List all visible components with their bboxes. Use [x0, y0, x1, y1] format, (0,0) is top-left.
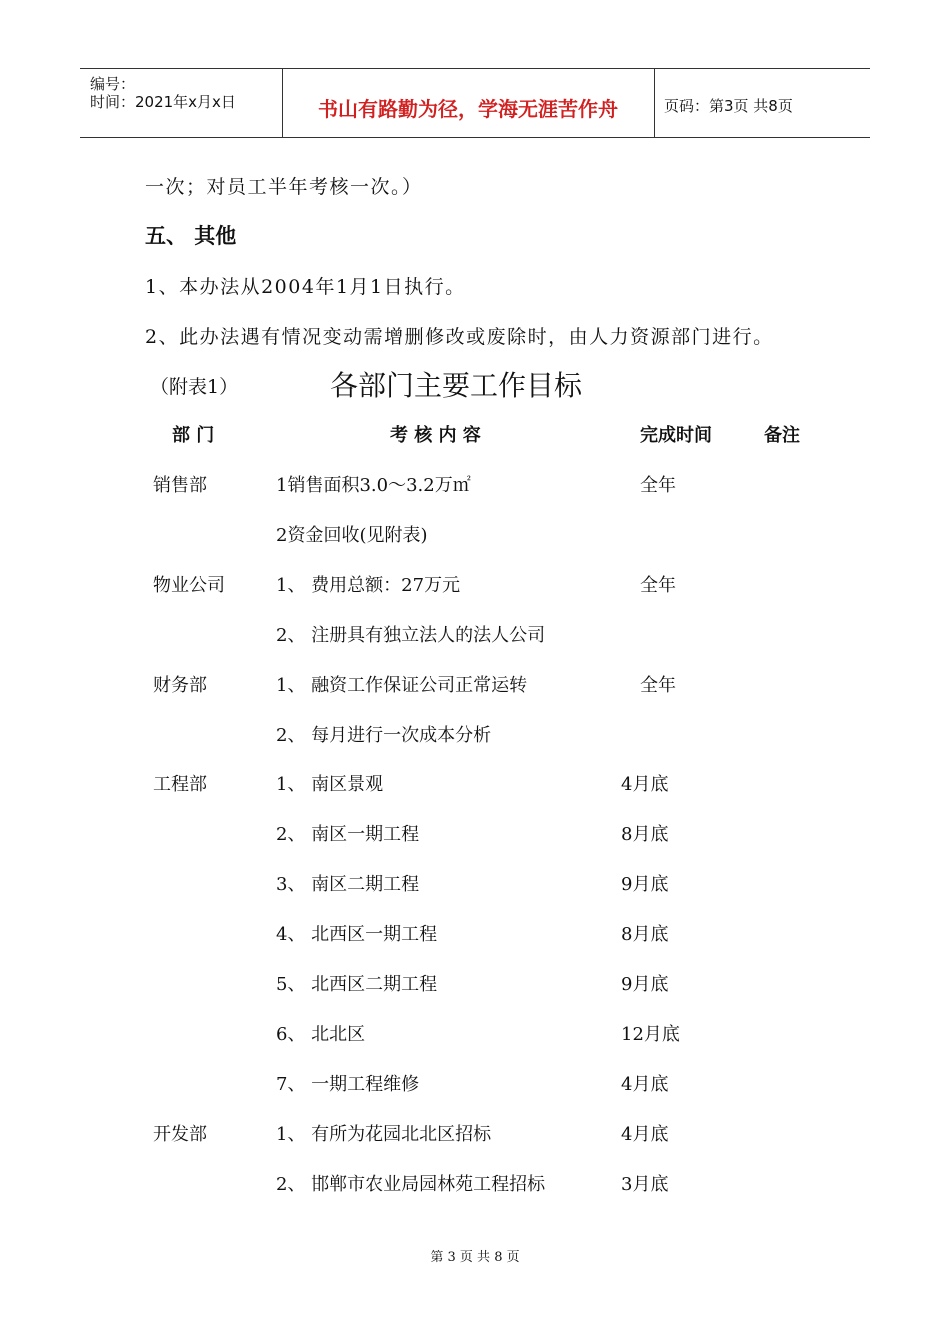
table-cell-dept: 财务部	[153, 675, 207, 696]
table-cell-time: 12月底	[621, 1024, 680, 1045]
document-number: 编号：	[90, 75, 136, 93]
table-title: 各部门主要工作目标	[330, 369, 583, 402]
table-cell-time: 全年	[640, 675, 676, 696]
table-cell-dept: 销售部	[153, 475, 207, 496]
column-header-dept: 部 门	[172, 425, 215, 446]
document-time: 时间：2021年x月x日	[90, 93, 236, 111]
column-header-time: 完成时间	[640, 425, 712, 446]
table-cell-dept: 物业公司	[153, 575, 225, 596]
table-cell-content: 3、 南区二期工程	[276, 874, 420, 895]
table-cell-time: 4月底	[621, 774, 669, 795]
table-cell-content: 4、 北西区一期工程	[276, 924, 438, 945]
table-cell-content: 1、 融资工作保证公司正常运转	[276, 675, 528, 696]
table-cell-content: 7、 一期工程维修	[276, 1074, 420, 1095]
table-cell-content: 2、 每月进行一次成本分析	[276, 725, 492, 746]
column-header-note: 备注	[764, 425, 800, 446]
table-cell-content: 2、 邯郸市农业局园林苑工程招标	[276, 1174, 546, 1195]
table-cell-time: 4月底	[621, 1074, 669, 1095]
table-cell-dept: 开发部	[153, 1124, 207, 1145]
header-page-cell	[654, 69, 870, 137]
table-cell-time: 4月底	[621, 1124, 669, 1145]
table-cell-time: 9月底	[621, 974, 669, 995]
table-cell-time: 全年	[640, 575, 676, 596]
annex-label: （附表1）	[150, 376, 239, 398]
table-cell-content: 2、 注册具有独立法人的法人公司	[276, 625, 546, 646]
table-cell-content: 5、 北西区二期工程	[276, 974, 438, 995]
table-cell-dept: 工程部	[153, 774, 207, 795]
table-cell-content: 6、 北北区	[276, 1024, 366, 1045]
header-motto-cell	[282, 69, 655, 137]
paragraph-continuation: 一次；对员工半年考核一次。）	[145, 176, 423, 198]
page-footer: 第 3 页 共 8 页	[430, 1250, 520, 1265]
table-cell-time: 3月底	[621, 1174, 669, 1195]
section-heading: 五、 其他	[145, 223, 237, 248]
page-header	[80, 68, 870, 138]
column-header-content: 考 核 内 容	[390, 425, 481, 446]
table-cell-content: 2资金回收(见附表)	[276, 525, 428, 546]
header-motto: 书山有路勤为径，学海无涯苦作舟	[318, 97, 618, 121]
table-cell-time: 8月底	[621, 924, 669, 945]
table-cell-content: 1、 南区景观	[276, 774, 384, 795]
table-cell-content: 2、 南区一期工程	[276, 824, 420, 845]
table-cell-content: 1、 有所为花园北北区招标	[276, 1124, 492, 1145]
table-cell-time: 9月底	[621, 874, 669, 895]
table-cell-time: 全年	[640, 475, 676, 496]
table-cell-content: 1、 费用总额：27万元	[276, 575, 461, 596]
list-item: 2、此办法遇有情况变动需增删修改或废除时，由人力资源部门进行。	[145, 326, 774, 348]
header-page-info: 页码：第3页 共8页	[664, 97, 793, 115]
table-cell-time: 8月底	[621, 824, 669, 845]
list-item: 1、本办法从2004年1月1日执行。	[145, 276, 466, 298]
table-cell-content: 1销售面积3.0～3.2万㎡	[276, 475, 471, 496]
header-meta-cell	[80, 69, 283, 137]
